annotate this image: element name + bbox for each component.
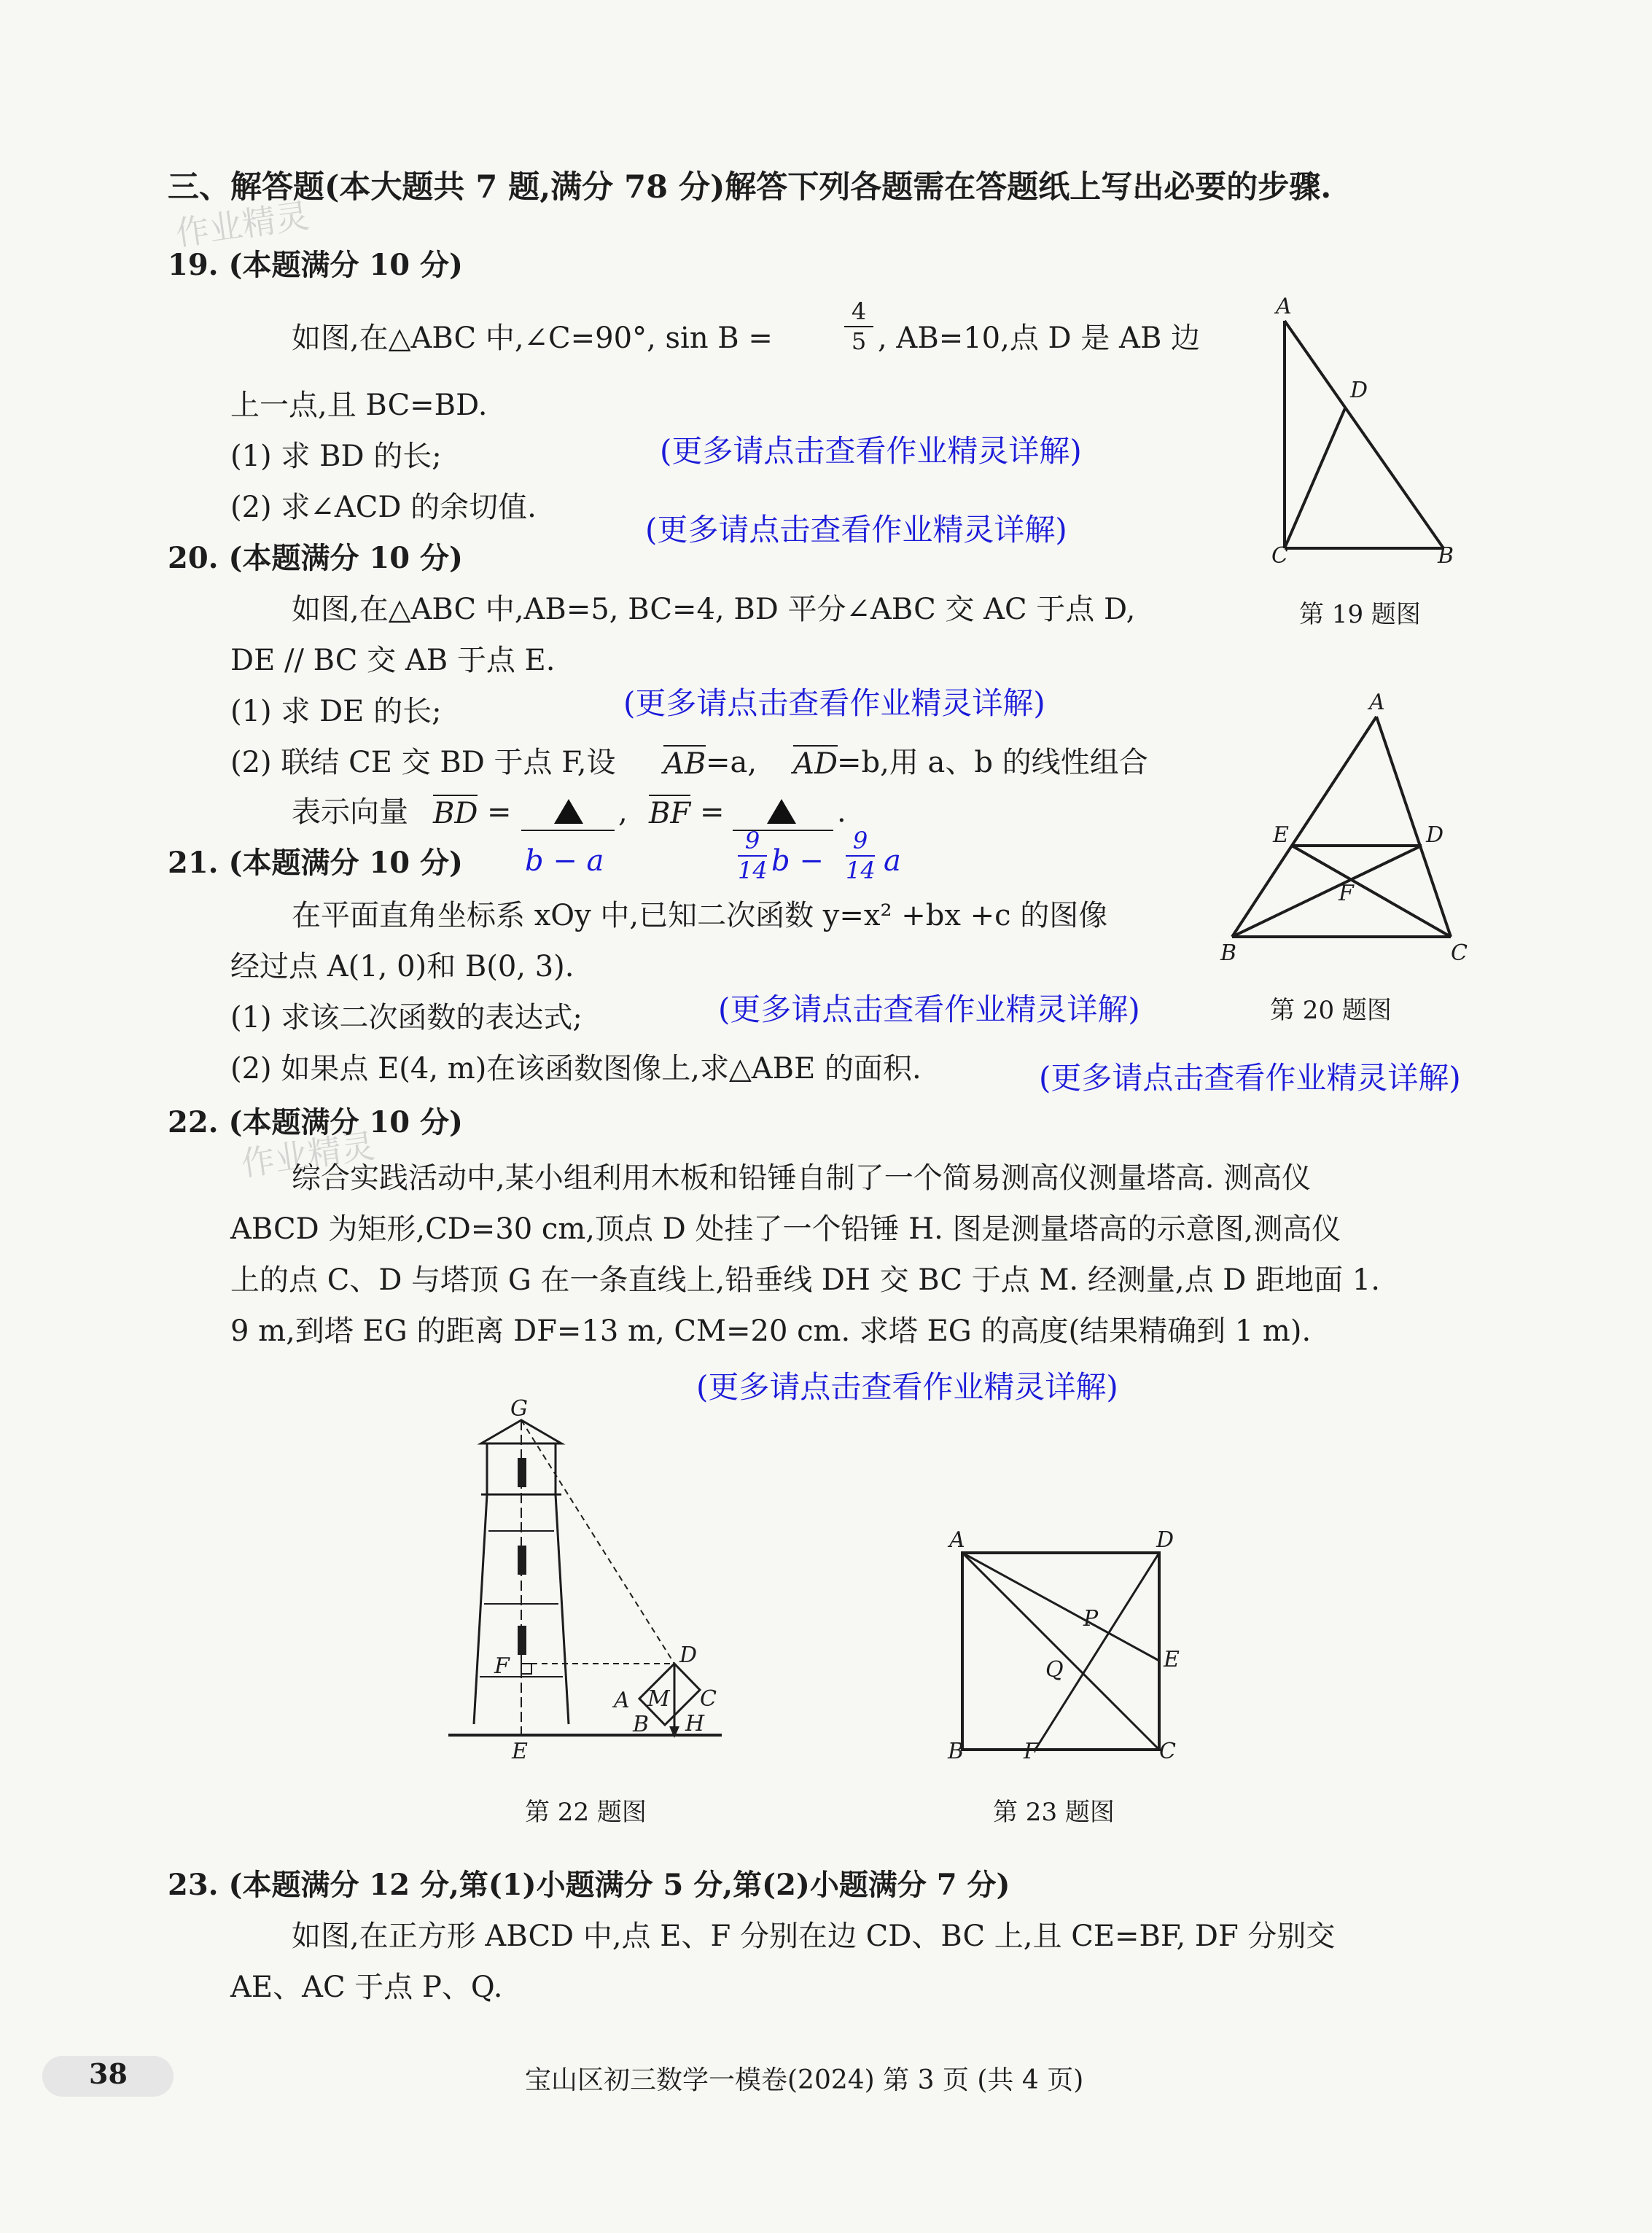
q20-eq: = xyxy=(487,795,512,829)
q23-line-ac xyxy=(962,1553,1159,1750)
q22-label-c: C xyxy=(700,1686,717,1712)
q19-figure xyxy=(1269,292,1458,576)
q19-line2: 上一点,且 BC=BD. xyxy=(230,389,488,422)
q20-vec-bf: BF xyxy=(649,795,690,831)
q23-label-b: B xyxy=(948,1739,965,1764)
q22-label-b: B xyxy=(633,1712,650,1737)
q20-answer2-num1: 9 xyxy=(744,827,760,854)
q19-label-b: B xyxy=(1438,543,1454,569)
q20-vec-ad: AD xyxy=(793,745,838,782)
q20-answer2-b: b − xyxy=(771,844,824,878)
q23-label-a: A xyxy=(949,1527,965,1553)
q21-part1: (1) 求该二次函数的表达式; xyxy=(230,1001,583,1034)
q19-label-c: C xyxy=(1271,543,1288,569)
q20-period: . xyxy=(837,795,846,829)
q23-line2: AE、AC 于点 P、Q. xyxy=(230,1971,503,2004)
q19-label-a: A xyxy=(1276,294,1292,319)
q20-answer2-den1: 14 xyxy=(738,857,768,885)
q22-label-f: F xyxy=(494,1653,510,1679)
section-title: 三、解答题(本大题共 7 题,满分 78 分)解答下列各题需在答题纸上写出必要的步骤. xyxy=(168,169,1332,206)
watermark-2: 作业精灵 xyxy=(238,1126,378,1184)
q22-label-m: M xyxy=(647,1686,670,1712)
q20-comma: , xyxy=(618,795,628,829)
q20-part2a: (2) 联结 CE 交 BD 于点 F,设 xyxy=(230,746,616,779)
q22-tower-left xyxy=(474,1494,487,1724)
q22-link[interactable]: (更多请点击查看作业精灵详解) xyxy=(696,1369,1118,1405)
q20-figure xyxy=(1210,689,1487,966)
q20-part1: (1) 求 DE 的长; xyxy=(230,695,442,728)
q20-label-a: A xyxy=(1369,690,1385,715)
q23-label-p: P xyxy=(1083,1606,1099,1632)
q23-label-q: Q xyxy=(1045,1657,1064,1683)
q22-line2: ABCD 为矩形,CD=30 cm,顶点 D 处挂了一个铅锤 H. 图是测量塔高的示意图,测高仪 xyxy=(230,1212,1341,1246)
q23-line1: 如图,在正方形 ABCD 中,点 E、F 分别在边 CD、BC 上,且 CE=BF, DF 分别交 xyxy=(292,1920,1336,1953)
q22-right-angle-f xyxy=(521,1664,531,1674)
q22-header: 22. (本题满分 10 分) xyxy=(168,1105,463,1139)
q20-eq-b: =b,用 a、b 的线性组合 xyxy=(837,746,1148,779)
q20-blank1-triangle-icon xyxy=(554,799,583,824)
q21-part1-link[interactable]: (更多请点击查看作业精灵详解) xyxy=(718,991,1140,1027)
q21-header: 21. (本题满分 10 分) xyxy=(168,846,463,880)
q20-line2: DE // BC 交 AB 于点 E. xyxy=(230,644,556,677)
q19-part2-link[interactable]: (更多请点击查看作业精灵详解) xyxy=(645,512,1067,547)
q20-label-d: D xyxy=(1426,822,1444,848)
q22-label-a: A xyxy=(614,1688,630,1713)
q19-part1-link[interactable]: (更多请点击查看作业精灵详解) xyxy=(660,433,1082,469)
q19-fraction xyxy=(844,299,873,354)
q19-line1b: , AB=10,点 D 是 AB 边 xyxy=(878,321,1201,355)
q20-answer2-frac2 xyxy=(846,828,875,884)
q19-line-cd xyxy=(1285,408,1345,548)
q20-line-ab xyxy=(1232,717,1376,937)
q20-answer1: b − a xyxy=(525,844,604,878)
q21-line2: 经过点 A(1, 0)和 B(0, 3). xyxy=(230,950,574,983)
q20-line-ce xyxy=(1292,846,1451,937)
q20-label-e: E xyxy=(1273,822,1289,848)
q22-label-d: D xyxy=(679,1642,698,1668)
q20-eq2: = xyxy=(700,795,725,829)
q20-blank2-triangle-icon xyxy=(767,799,796,824)
q22-label-g: G xyxy=(510,1396,528,1422)
watermark: 作业精灵 xyxy=(173,195,312,254)
q20-caption: 第 20 题图 xyxy=(1270,996,1392,1025)
q22-caption: 第 22 题图 xyxy=(525,1798,647,1827)
q23-label-d: D xyxy=(1156,1527,1174,1553)
q21-part2-link[interactable]: (更多请点击查看作业精灵详解) xyxy=(1039,1060,1461,1096)
q19-line-ab xyxy=(1285,321,1443,548)
q20-vec-bd: BD xyxy=(433,795,478,831)
q20-part2b: 表示向量 xyxy=(292,795,408,829)
page-number: 38 xyxy=(89,2057,128,2090)
q22-line3: 上的点 C、D 与塔顶 G 在一条直线上,铅垂线 DH 交 BC 于点 M. 经测量,点 D 距地面 1. xyxy=(230,1263,1380,1297)
q23-label-e: E xyxy=(1164,1647,1180,1672)
q22-line4: 9 m,到塔 EG 的距离 DF=13 m, CM=20 cm. 求塔 EG 的高度(结果精确到 1 m). xyxy=(230,1314,1312,1348)
q20-vec-ab: AB xyxy=(663,745,706,782)
q19-frac-num: 4 xyxy=(851,297,867,325)
q19-label-d: D xyxy=(1350,378,1368,403)
q20-line1: 如图,在△ABC 中,AB=5, BC=4, BD 平分∠ABC 交 AC 于点 D, xyxy=(292,593,1136,626)
q20-answer2-frac1 xyxy=(738,828,767,884)
q20-label-c: C xyxy=(1451,940,1468,966)
q19-header: 19. (本题满分 10 分) xyxy=(168,248,463,282)
q19-caption: 第 19 题图 xyxy=(1299,600,1421,629)
q20-label-b: B xyxy=(1220,940,1237,966)
q22-sightline-gd xyxy=(521,1420,674,1664)
q20-label-f: F xyxy=(1339,881,1354,906)
q23-label-c: C xyxy=(1159,1739,1176,1764)
q22-line1: 综合实践活动中,某小组利用木板和铅锤自制了一个简易测高仪测量塔高. 测高仪 xyxy=(292,1161,1312,1195)
q20-answer2-den2: 14 xyxy=(846,857,876,885)
q20-eq-a: =a, xyxy=(706,746,757,779)
q23-figure xyxy=(940,1524,1188,1772)
q20-answer2-num2: 9 xyxy=(852,827,868,854)
q22-figure xyxy=(445,1385,736,1779)
q19-part2: (2) 求∠ACD 的余切值. xyxy=(230,491,537,524)
q20-answer2-a: a xyxy=(884,844,901,878)
q22-label-e: E xyxy=(512,1739,528,1764)
q22-label-h: H xyxy=(685,1711,705,1737)
footer-text: 宝山区初三数学一模卷(2024) 第 3 页 (共 4 页) xyxy=(525,2065,1084,2095)
q19-frac-den: 5 xyxy=(851,327,867,356)
q23-line-ae xyxy=(962,1553,1159,1661)
q20-blank1[interactable] xyxy=(521,830,615,831)
q23-caption: 第 23 题图 xyxy=(993,1798,1115,1827)
q19-part1: (1) 求 BD 的长; xyxy=(230,440,442,473)
q23-header: 23. (本题满分 12 分,第(1)小题满分 5 分,第(2)小题满分 7 分) xyxy=(168,1868,1010,1902)
q20-header: 20. (本题满分 10 分) xyxy=(168,541,463,575)
q23-label-f: F xyxy=(1024,1739,1039,1764)
q20-part1-link[interactable]: (更多请点击查看作业精灵详解) xyxy=(623,685,1045,721)
q21-line1: 在平面直角坐标系 xOy 中,已知二次函数 y=x² +bx +c 的图像 xyxy=(292,899,1108,932)
q22-tower-right xyxy=(556,1494,569,1724)
q21-part2: (2) 如果点 E(4, m)在该函数图像上,求△ABE 的面积. xyxy=(230,1052,922,1086)
q19-line1a: 如图,在△ABC 中,∠C=90°, sin B = xyxy=(292,321,773,355)
